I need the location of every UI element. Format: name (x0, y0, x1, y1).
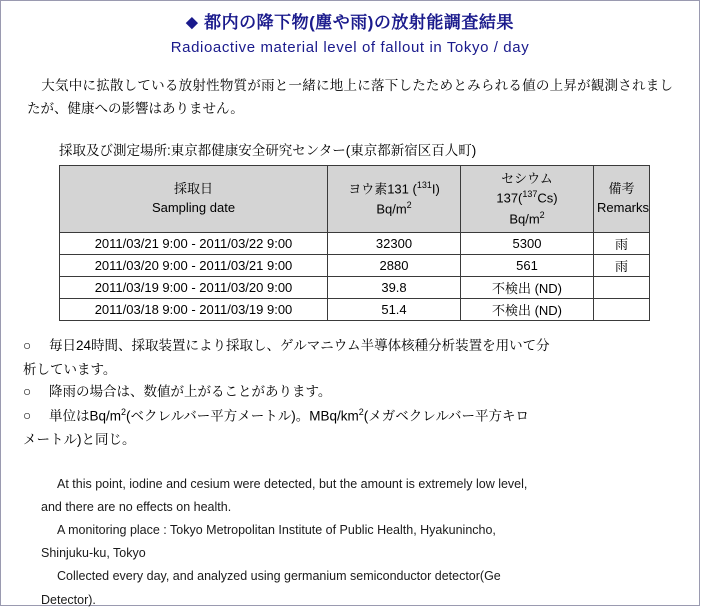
cell-remarks (594, 277, 650, 299)
english-paragraph-3-line-2: Detector). (41, 592, 96, 607)
cell-iodine: 32300 (328, 233, 461, 255)
column-header-cesium-label1: セシウム (501, 170, 553, 186)
column-header-sampling-date-ja: 採取日 (173, 181, 213, 197)
cesium-unit-text: Bq/m (509, 210, 540, 226)
note-3-continuation: メートル)と同じ。 (23, 432, 136, 448)
iodine-unit-superscript: 2 (406, 200, 412, 211)
fallout-data-table (59, 165, 650, 321)
english-p2-l1-text: A monitoring place : Tokyo Metropolitan Institute of Public Health, Hyakunincho, (57, 523, 496, 538)
title-block (1, 11, 699, 59)
table-row (60, 255, 650, 277)
cell-remarks (594, 299, 650, 321)
table-header (60, 166, 650, 233)
english-notes-block (41, 473, 673, 612)
cell-sampling-date: 2011/03/18 9:00 - 2011/03/19 9:00 (60, 299, 328, 321)
intro-paragraph (27, 75, 673, 121)
iodine-superscript: 131 (416, 180, 432, 190)
table-row (60, 299, 650, 321)
note-bullet-icon: ○ (23, 338, 32, 354)
english-paragraph-1-line-1 (41, 473, 673, 496)
note-item-3 (23, 405, 677, 427)
cell-cesium: 不検出 (ND) (461, 277, 594, 299)
note-1-continuation: 析しています。 (23, 362, 117, 378)
iodine-unit-text: Bq/m (376, 201, 407, 217)
column-header-remarks (594, 166, 650, 233)
note-3-superscript-1: 2 (121, 406, 127, 417)
note-item-1 (23, 335, 677, 357)
table-row (60, 277, 650, 299)
note-bullet-icon: ○ (23, 408, 32, 424)
intro-text: 大気中に拡散している放射性物質が雨と一緒に地上に落下したためとみられる値の上昇が観測されましたが、健康への影響はありません。 (27, 78, 673, 117)
cell-cesium: 561 (461, 255, 594, 277)
cell-cesium: 不検出 (ND) (461, 299, 594, 321)
page-title-ja (1, 11, 699, 35)
notes-block (23, 335, 677, 451)
english-paragraph-2-line-2: Shinjuku-ku, Tokyo (41, 546, 146, 561)
cell-iodine: 39.8 (328, 277, 461, 299)
table-body (60, 233, 650, 321)
column-header-cesium-label2 (464, 188, 590, 208)
sampling-place-line: 採取及び測定場所:東京都健康安全研究センター(東京都新宿区百人町) (59, 143, 477, 159)
page-title-ja-text: 都内の降下物(塵や雨)の放射能調査結果 (204, 13, 514, 32)
table-header-row (60, 166, 650, 233)
cell-remarks: 雨 (594, 255, 650, 277)
english-paragraph-1-line-2: and there are no effects on health. (41, 500, 232, 515)
cell-cesium: 5300 (461, 233, 594, 255)
table-row (60, 233, 650, 255)
cell-iodine: 2880 (328, 255, 461, 277)
english-paragraph-2-line-1 (41, 519, 673, 542)
cesium-label-text: 137( (496, 190, 523, 206)
column-header-cesium (461, 166, 594, 233)
column-header-remarks-ja: 備考 (608, 181, 635, 197)
cesium-unit-superscript: 2 (539, 209, 545, 220)
diamond-icon: ◆ (186, 14, 199, 31)
english-p1-l1-text: At this point, iodine and cesium were detected, but the amount is extremely low level, (57, 476, 528, 491)
note-2-text: 降雨の場合は、数値が上がることがあります。 (49, 383, 332, 399)
note-3-part-c: (メガベクレルバー平方キロ (363, 408, 529, 424)
cell-iodine: 51.4 (328, 299, 461, 321)
note-3-part-b: (ベクレルバー平方メートル)。MBq/km (126, 408, 359, 424)
english-p3-l1-text: Collected every day, and analyzed using germanium semiconductor detector(Ge (57, 569, 501, 584)
cell-sampling-date: 2011/03/21 9:00 - 2011/03/22 9:00 (60, 233, 328, 255)
column-header-remarks-en: Remarks (597, 200, 650, 216)
note-item-2 (23, 381, 677, 403)
cesium-superscript: 137 (522, 189, 538, 200)
iodine-label-text: ヨウ素131 ( (348, 181, 417, 197)
column-header-iodine (328, 166, 461, 233)
cesium-symbol: Cs) (537, 190, 558, 206)
column-header-sampling-date (60, 166, 328, 233)
column-header-sampling-date-en: Sampling date (151, 200, 236, 216)
english-paragraph-3-line-1 (41, 565, 673, 588)
note-bullet-icon: ○ (23, 383, 32, 399)
cell-sampling-date: 2011/03/19 9:00 - 2011/03/20 9:00 (60, 277, 328, 299)
cell-remarks: 雨 (594, 233, 650, 255)
cell-sampling-date: 2011/03/20 9:00 - 2011/03/21 9:00 (60, 255, 328, 277)
note-3-superscript-2: 2 (358, 406, 364, 417)
iodine-symbol: I) (431, 181, 440, 197)
note-3-part-a: 単位はBq/m (49, 408, 122, 424)
note-1-line-1: 毎日24時間、採取装置により採取し、ゲルマニウム半導体核種分析装置を用いて分 (49, 338, 550, 354)
column-header-iodine-label (331, 179, 457, 199)
column-header-cesium-unit (464, 209, 590, 229)
page-title-en: Radioactive material level of fallout in Tokyo / day (170, 38, 530, 56)
column-header-iodine-unit (331, 199, 457, 219)
